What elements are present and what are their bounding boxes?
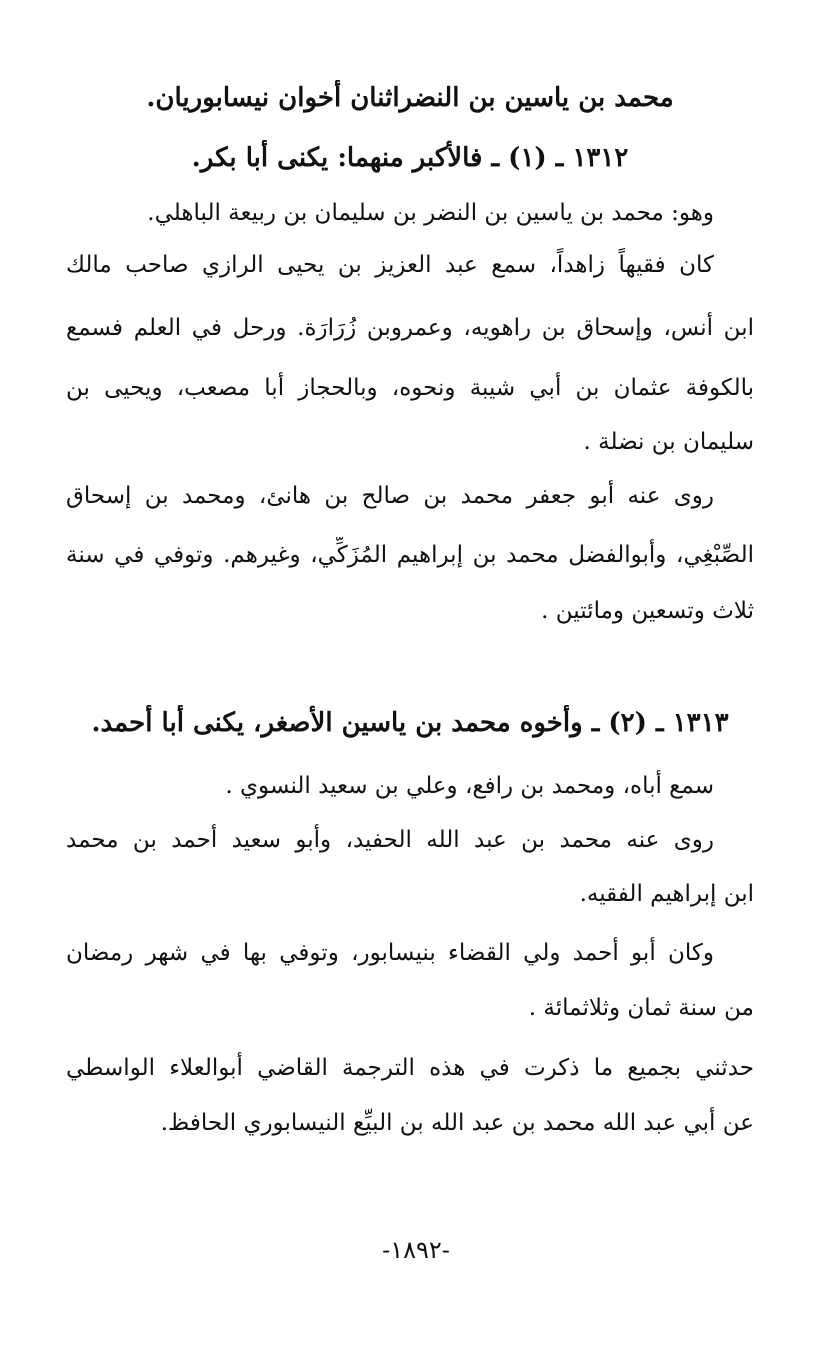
main-heading: محمد بن ياسين بن النضراثنان أخوان نيسابوريان. [146,83,674,113]
paragraph-line: ابن إبراهيم الفقيه. [579,881,754,907]
paragraph-line: وكان أبو أحمد ولي القضاء بنيسابور، وتوفي بها في شهر رمضان [66,940,714,966]
entry-heading-1313: ١٣١٣ ـ (٢) ـ وأخوه محمد بن ياسين الأصغر، يكنى أبا أحمد. [91,708,729,738]
paragraph-line: سمع أباه، ومحمد بن رافع، وعلي بن سعيد النسوي . [225,773,714,799]
paragraph-line: بالكوفة عثمان بن أبي شيبة ونحوه، وبالحجاز أبا مصعب، ويحيى بن [66,375,754,401]
paragraph-line: وهو: محمد بن ياسين بن النضر بن سليمان بن ربيعة الباهلي. [147,200,714,226]
entry-heading-1312: ١٣١٢ ـ (١) ـ فالأكبر منهما: يكنى أبا بكر. [191,143,629,173]
paragraph-line: ابن أنس، وإسحاق بن راهويه، وعمروبن زُرَارَة. ورحل في العلم فسمع [66,315,754,341]
paragraph-line: روى عنه أبو جعفر محمد بن صالح بن هانئ، ومحمد بن إسحاق [66,483,714,509]
paragraph-line: من سنة ثمان وثلاثمائة . [528,995,754,1021]
page-number: -١٨٩٢- [382,1236,450,1264]
paragraph-line: سليمان بن نضلة . [583,429,754,455]
paragraph-line: كان فقيهاً زاهداً، سمع عبد العزيز بن يحيى الرازي صاحب مالك [66,252,714,278]
paragraph-line: الصِّبْغِي، وأبوالفضل محمد بن إبراهيم المُزَكِّي، وغيرهم. وتوفي في سنة [66,542,754,568]
paragraph-line: عن أبي عبد الله محمد بن عبد الله بن البيِّع النيسابوري الحافظ. [160,1110,754,1136]
paragraph-line: ثلاث وتسعين ومائتين . [541,598,754,624]
paragraph-line: روى عنه محمد بن عبد الله الحفيد، وأبو سعيد أحمد بن محمد [66,827,714,853]
paragraph-line: حدثني بجميع ما ذكرت في هذه الترجمة القاضي أبوالعلاء الواسطي [66,1055,754,1081]
